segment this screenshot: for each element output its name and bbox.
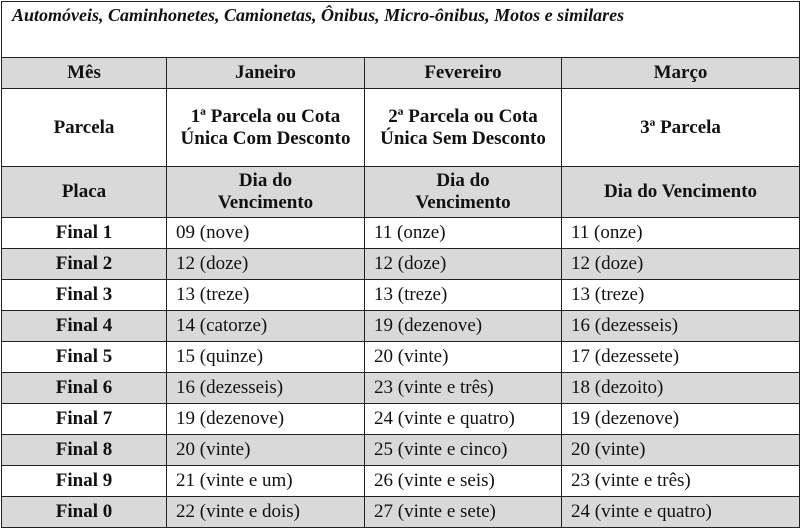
table-row <box>2 249 800 280</box>
placa-cell: Final 7 <box>2 404 167 435</box>
month-header-janeiro: Janeiro <box>167 58 365 89</box>
table-row <box>2 435 800 466</box>
vencimento-table-container <box>1 1 799 527</box>
janeiro-due-cell: 20 (vinte) <box>167 435 365 466</box>
table-title: Automóveis, Caminhonetes, Camionetas, Ônibus, Micro-ônibus, Motos e similares <box>2 2 800 58</box>
janeiro-due-cell: 19 (dezenove) <box>167 404 365 435</box>
janeiro-due-cell: 12 (doze) <box>167 249 365 280</box>
placa-cell: Final 2 <box>2 249 167 280</box>
marco-due-cell: 18 (dezoito) <box>562 373 800 404</box>
table-row <box>2 311 800 342</box>
marco-due-cell: 12 (doze) <box>562 249 800 280</box>
janeiro-due-cell: 15 (quinze) <box>167 342 365 373</box>
month-label: Mês <box>2 58 167 89</box>
table-row <box>2 404 800 435</box>
month-header-marco: Março <box>562 58 800 89</box>
janeiro-due-cell: 09 (nove) <box>167 218 365 249</box>
fevereiro-due-cell: 20 (vinte) <box>365 342 562 373</box>
marco-due-cell: 19 (dezenove) <box>562 404 800 435</box>
fevereiro-due-cell: 24 (vinte e quatro) <box>365 404 562 435</box>
table-row <box>2 466 800 497</box>
fevereiro-due-cell: 23 (vinte e três) <box>365 373 562 404</box>
vencimento-header-3: Dia do Vencimento <box>562 167 800 218</box>
janeiro-due-cell: 13 (treze) <box>167 280 365 311</box>
fevereiro-due-cell: 12 (doze) <box>365 249 562 280</box>
vencimento-header-2: Dia do Vencimento <box>365 167 562 218</box>
janeiro-due-cell: 21 (vinte e um) <box>167 466 365 497</box>
fevereiro-due-cell: 19 (dezenove) <box>365 311 562 342</box>
vencimento-table <box>1 1 800 528</box>
parcela-header-2: 2ª Parcela ou Cota Única Sem Desconto <box>365 89 562 167</box>
fevereiro-due-cell: 11 (onze) <box>365 218 562 249</box>
marco-due-cell: 13 (treze) <box>562 280 800 311</box>
placa-cell: Final 9 <box>2 466 167 497</box>
placa-cell: Final 5 <box>2 342 167 373</box>
janeiro-due-cell: 14 (catorze) <box>167 311 365 342</box>
placa-cell: Final 1 <box>2 218 167 249</box>
fevereiro-due-cell: 13 (treze) <box>365 280 562 311</box>
marco-due-cell: 20 (vinte) <box>562 435 800 466</box>
placa-cell: Final 4 <box>2 311 167 342</box>
fevereiro-due-cell: 25 (vinte e cinco) <box>365 435 562 466</box>
parcela-header-1: 1ª Parcela ou Cota Única Com Desconto <box>167 89 365 167</box>
vencimento-header-1: Dia do Vencimento <box>167 167 365 218</box>
table-row <box>2 218 800 249</box>
fevereiro-due-cell: 27 (vinte e sete) <box>365 497 562 528</box>
placa-cell: Final 8 <box>2 435 167 466</box>
marco-due-cell: 24 (vinte e quatro) <box>562 497 800 528</box>
fevereiro-due-cell: 26 (vinte e seis) <box>365 466 562 497</box>
table-row <box>2 342 800 373</box>
marco-due-cell: 17 (dezessete) <box>562 342 800 373</box>
marco-due-cell: 11 (onze) <box>562 218 800 249</box>
placa-cell: Final 3 <box>2 280 167 311</box>
table-row <box>2 280 800 311</box>
month-header-fevereiro: Fevereiro <box>365 58 562 89</box>
marco-due-cell: 23 (vinte e três) <box>562 466 800 497</box>
placa-label: Placa <box>2 167 167 218</box>
parcela-label: Parcela <box>2 89 167 167</box>
janeiro-due-cell: 16 (dezesseis) <box>167 373 365 404</box>
placa-cell: Final 6 <box>2 373 167 404</box>
table-row <box>2 497 800 528</box>
parcela-header-3: 3ª Parcela <box>562 89 800 167</box>
marco-due-cell: 16 (dezesseis) <box>562 311 800 342</box>
janeiro-due-cell: 22 (vinte e dois) <box>167 497 365 528</box>
placa-cell: Final 0 <box>2 497 167 528</box>
table-row <box>2 373 800 404</box>
